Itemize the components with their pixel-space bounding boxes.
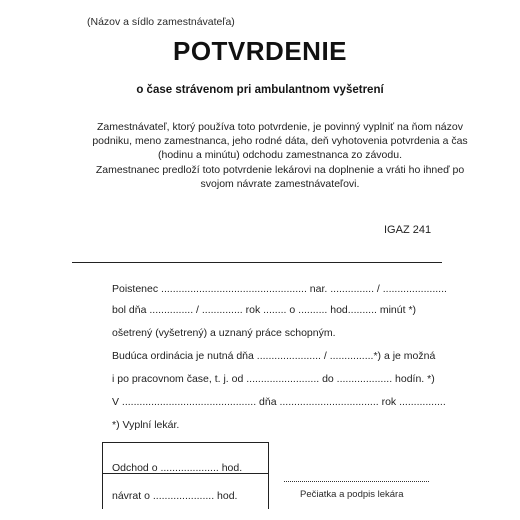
- instructions-paragraph: [80, 120, 480, 191]
- next-appointment-field: Budúca ordinácia je nutná dňa ...................... / ...............*) a je možná: [112, 350, 436, 362]
- visit-date-time-field: bol dňa ............... / .............. rok ........ o .......... hod.......... minút *): [112, 304, 417, 316]
- insured-person-field: Poistenec .................................................. nar. ............... / ......................: [112, 283, 447, 295]
- instructions-line: podniku, meno zamestnanca, jeho rodné dáta, deň vyhotovenia potvrdenia a čas: [92, 135, 468, 148]
- examination-result-text: ošetrený (vyšetrený) a uznaný práce schopným.: [112, 327, 336, 339]
- document-subtitle: o čase strávenom pri ambulantnom vyšetrení: [136, 84, 384, 96]
- instructions-line: Zamestnanec predloží toto potvrdenie lekárovi na doplnenie a vráti ho ihneď po: [95, 163, 465, 176]
- form-code: IGAZ 241: [384, 224, 432, 236]
- instructions-line: Zamestnávateľ, ktorý používa toto potvrdenie, je povinný vyplniť na ňom názov: [97, 121, 463, 133]
- instructions-line: svojom návrate zamestnávateľovi.: [200, 177, 360, 190]
- instructions-line: (hodinu a minútu) odchodu zamestnanca zo závodu.: [158, 149, 402, 162]
- after-hours-field: i po pracovnom čase, t. j. od ......................... do ................... hodín. *): [112, 373, 435, 385]
- return-time-field: návrat o ..................... hod.: [112, 490, 238, 502]
- departure-time-field: Odchod o .................... hod.: [112, 462, 243, 474]
- signature-line: [284, 481, 429, 482]
- footnote: *) Vyplní lekár.: [112, 419, 180, 431]
- signature-label: Pečiatka a podpis lekára: [300, 489, 404, 500]
- section-divider: [72, 262, 442, 263]
- employer-name-placeholder: (Názov a sídlo zamestnávateľa): [87, 16, 235, 28]
- document-title: POTVRDENIE: [172, 36, 348, 66]
- place-date-field: V .............................................. dňa .................................. rok ................: [112, 396, 446, 408]
